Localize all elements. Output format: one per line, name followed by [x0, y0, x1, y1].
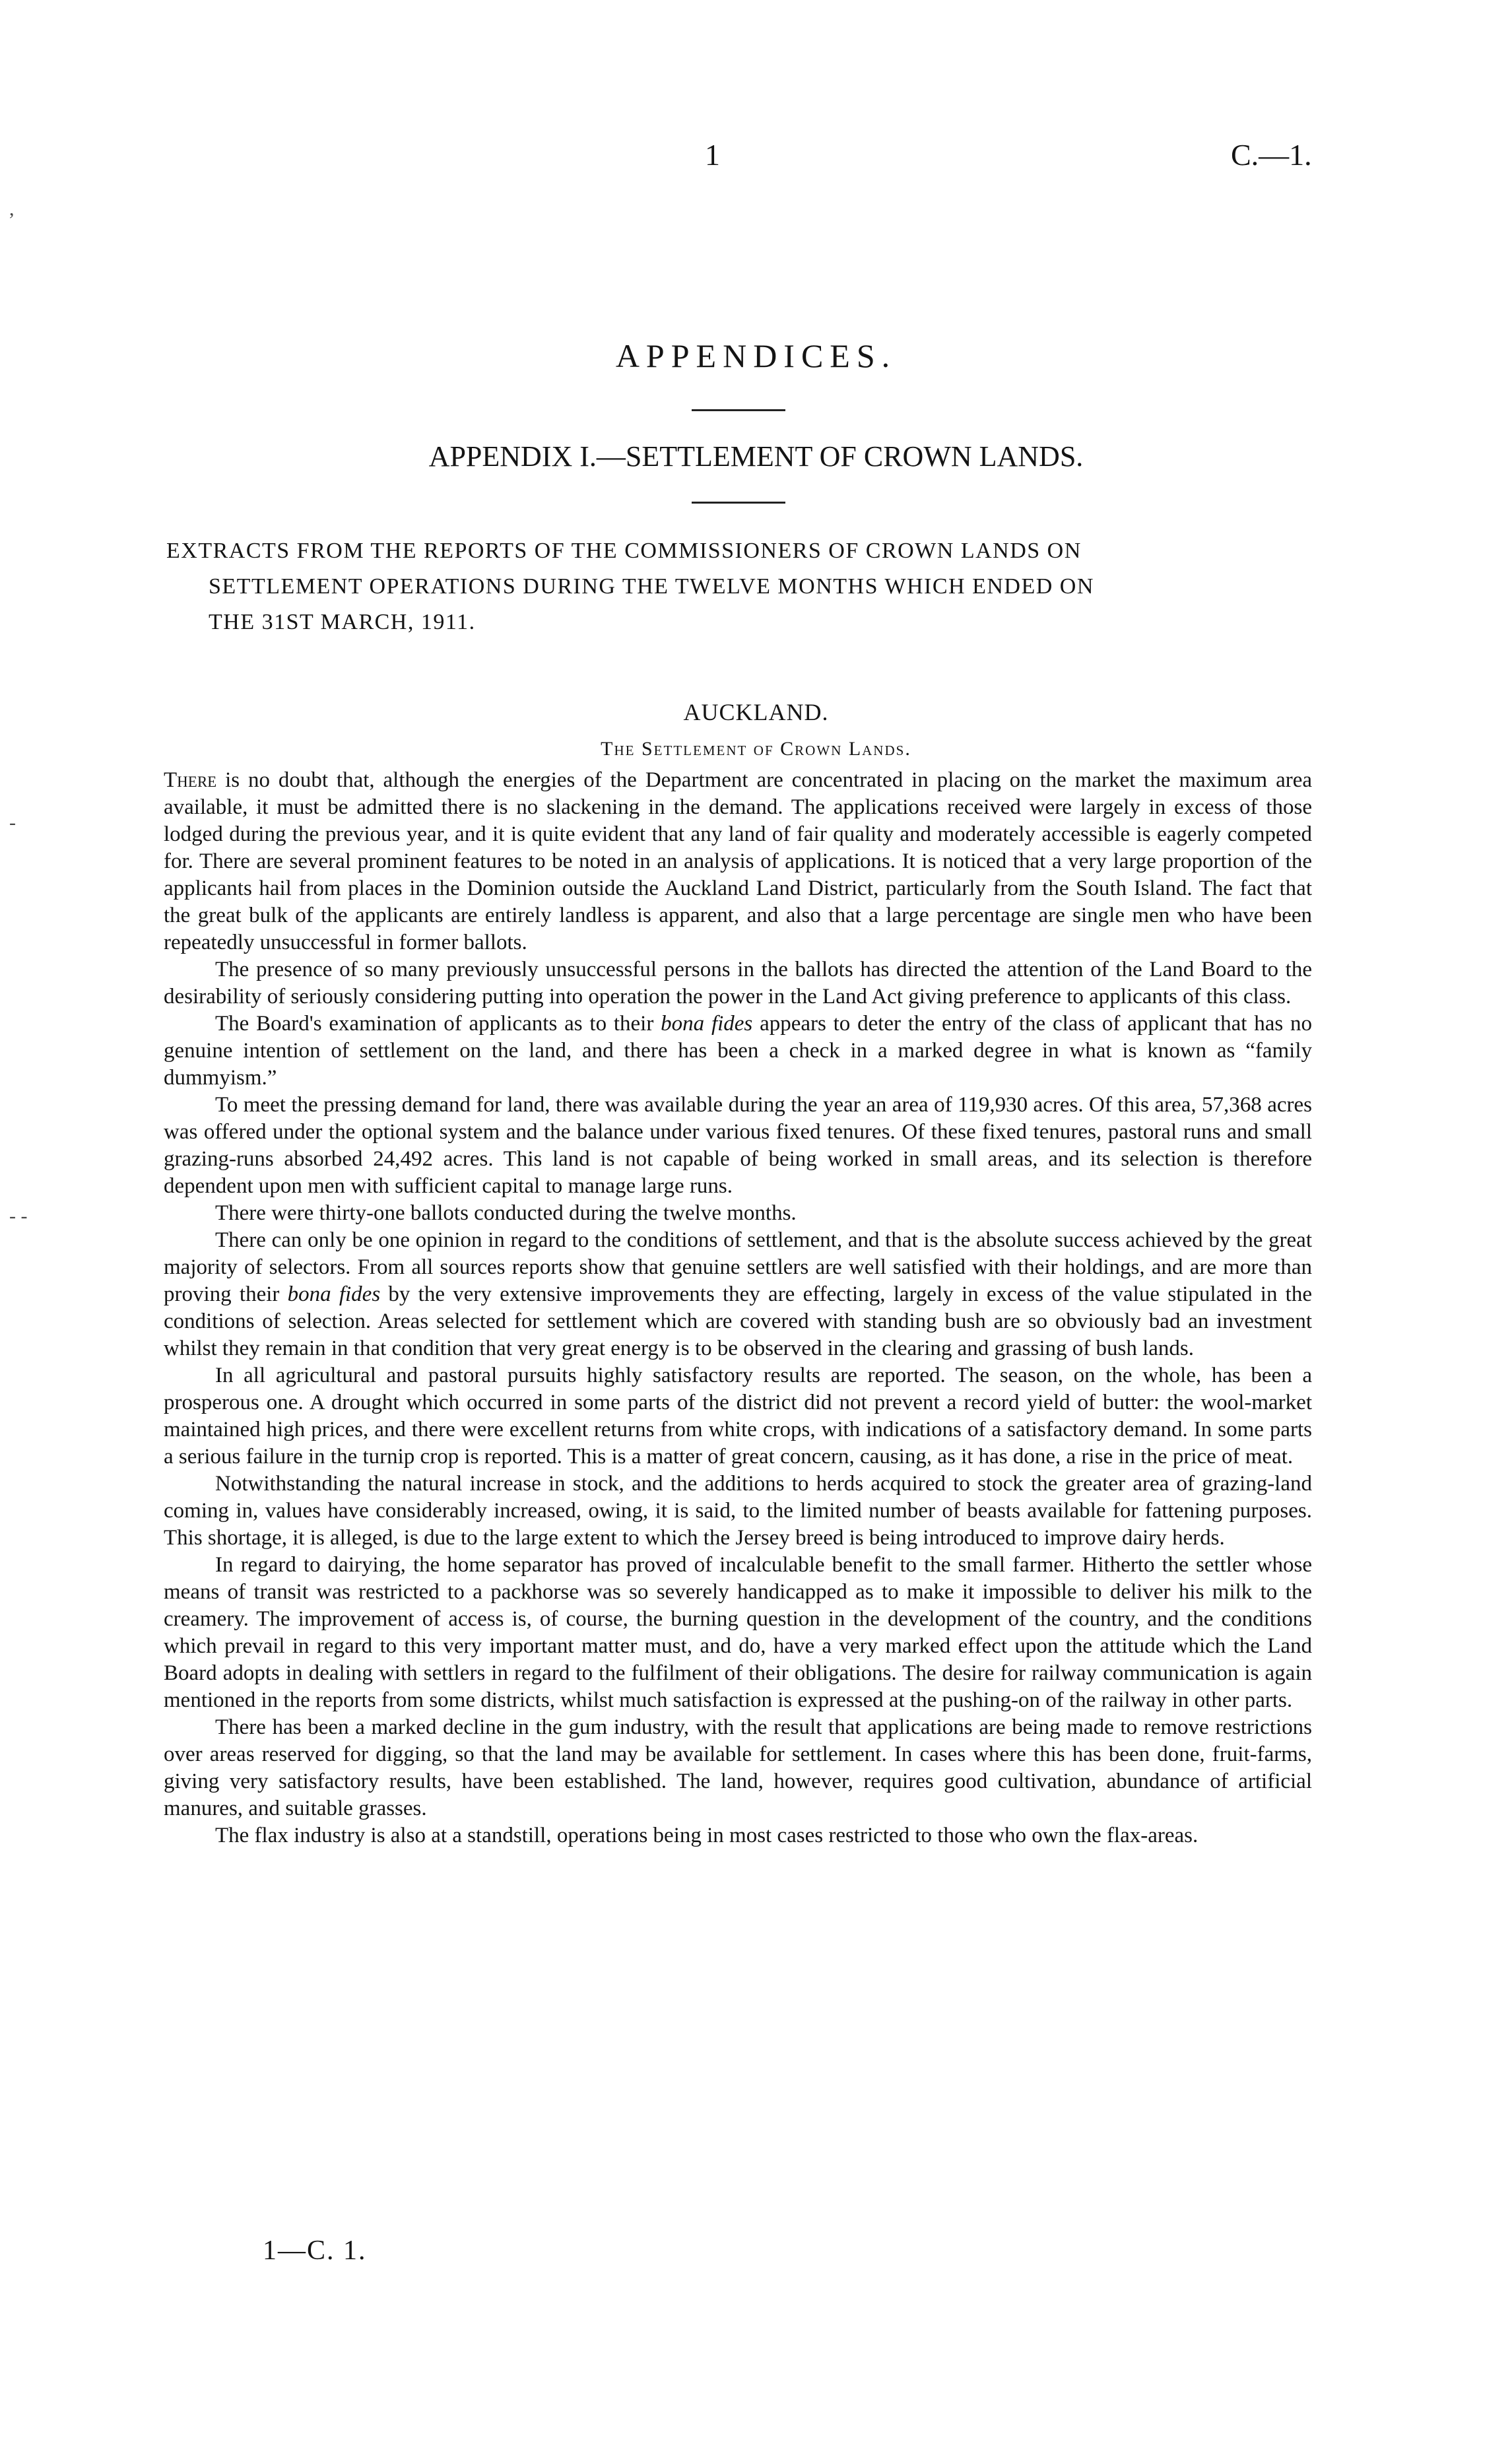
- paragraph-8: Notwithstanding the natural increase in stock, and the additions to herds acquired to stock the greater area of grazing-land coming in, values have considerably increased, owing, it is said, to the limited number of beasts available for fattening purposes. This shortage, it is alleged, is due to the large extent to which the Jersey breed is being introduced to improve dairy herds.: [164, 1472, 1312, 1550]
- paragraph-6: There can only be one opinion in regard to the conditions of settlement, and that is the absolute success achieved by the great majority of selectors. From all sources reports show that genuine settlers are well satisfied with their holdings, and are more than proving their bona fides by the very extensive improvements they are effecting, largely in excess of the value stipulated in the conditions of selection. Areas selected for settlement which are covered with standing bush are so obviously bad an investment whilst they remain in that condition that very great energy is to be observed in the clearing and grassing of bush lands.: [164, 1228, 1312, 1360]
- margin-mark: - -: [9, 1205, 28, 1227]
- document-reference: C.—1.: [1231, 138, 1312, 172]
- extracts-line-3: THE 31ST MARCH, 1911.: [209, 610, 476, 634]
- heading-rule: [692, 502, 785, 504]
- paragraph-4: To meet the pressing demand for land, there was available during the year an area of 119,930 acres. Of this area, 57,368 acres was offered under the optional system and the balance under various fixed tenures. Of these fixed tenures, pastoral runs and small grazing-runs absorbed 24,492 acres. This land is not capable of being worked in small areas, and its selection is therefore dependent upon men with sufficient capital to manage large runs.: [164, 1093, 1312, 1198]
- report-body: [164, 767, 1312, 1849]
- extracts-line-2: SETTLEMENT OPERATIONS DURING THE TWELVE MONTHS WHICH ENDED ON: [209, 574, 1094, 599]
- section-heading: The Settlement of Crown Lands.: [601, 738, 911, 760]
- paragraph-9: In regard to dairying, the home separator has proved of incalculable benefit to the small farmer. Hitherto the settler whose means of transit was restricted to a packhorse was so severely handicapped as to make it impossible to deliver his milk to the creamery. The improvement of access is, of course, the burning question in the development of the country, and the conditions which prevail in regard to this very important matter must, and do, have a very marked effect upon the attitude which the Land Board adopts in dealing with settlers in regard to the fulfilment of their obligations. The desire for railway communication is again mentioned in the reports from some districts, whilst much satisfaction is expressed at the pushing-on of the railway in other parts.: [164, 1553, 1312, 1712]
- paragraph-5: There were thirty-one ballots conducted during the twelve months.: [215, 1201, 797, 1225]
- page-title: APPENDICES.: [615, 337, 897, 374]
- paragraph-7: In all agricultural and pastoral pursuits highly satisfactory results are reported. The season, on the whole, has been a prosperous one. A drought which occurred in some parts of the district did not prevent a record yield of butter: the wool-market maintained high prices, and there were excellent returns from white crops, with indications of a satisfactory demand. In some parts a serious failure in the turnip crop is reported. This is a matter of great concern, causing, as it has done, a rise in the price of meat.: [164, 1364, 1312, 1469]
- extracts-heading: [166, 533, 1311, 640]
- margin-mark: ,: [9, 198, 15, 220]
- extracts-line-1: EXTRACTS FROM THE REPORTS OF THE COMMISSIONERS OF CROWN LANDS ON: [166, 539, 1082, 563]
- region-heading: AUCKLAND.: [683, 699, 829, 725]
- title-rule: [692, 409, 785, 411]
- signature-reference: 1—C. 1.: [263, 2235, 367, 2266]
- paragraph-11: The flax industry is also at a standstill, operations being in most cases restricted to those who own the flax-areas.: [215, 1824, 1199, 1847]
- paragraph-3: The Board's examination of applicants as to their bona fides appears to deter the entry of the class of applicant that has no genuine intention of settlement on the land, and there has been a check in a marked degree in what is known as “family dummyism.”: [164, 1012, 1312, 1090]
- paragraph-2: The presence of so many previously unsuccessful persons in the ballots has directed the attention of the Land Board to the desirability of seriously considering putting into operation the power in the Land Act giving preference to applicants of this class.: [164, 958, 1312, 1009]
- paragraph-10: There has been a marked decline in the gum industry, with the result that applications are being made to remove restrictions over areas reserved for digging, so that the land may be available for settlement. In cases where this has been done, fruit-farms, giving very satisfactory results, have been established. The land, however, requires good cultivation, abundance of artificial manures, and suitable grasses.: [164, 1715, 1312, 1820]
- paragraph-1: There is no doubt that, although the energies of the Department are concentrated in placing on the market the maximum area available, it must be admitted there is no slackening in the demand. The applications received were largely in excess of those lodged during the previous year, and it is quite evident that any land of fair quality and moderately accessible is eagerly competed for. There are several prominent features to be noted in an analysis of applications. It is noticed that a very large proportion of the applicants hail from places in the Dominion outside the Auckland Land District, particularly from the South Island. The fact that the great bulk of the applicants are entirely landless is apparent, and also that a large percentage are single men who have been repeatedly unsuccessful in former ballots.: [164, 768, 1312, 954]
- appendix-heading: APPENDIX I.—SETTLEMENT OF CROWN LANDS.: [428, 440, 1084, 473]
- page-header: [0, 137, 1512, 183]
- margin-mark: -: [9, 812, 16, 834]
- page-number: 1: [705, 138, 720, 172]
- paragraph-lead-word: There: [164, 768, 217, 792]
